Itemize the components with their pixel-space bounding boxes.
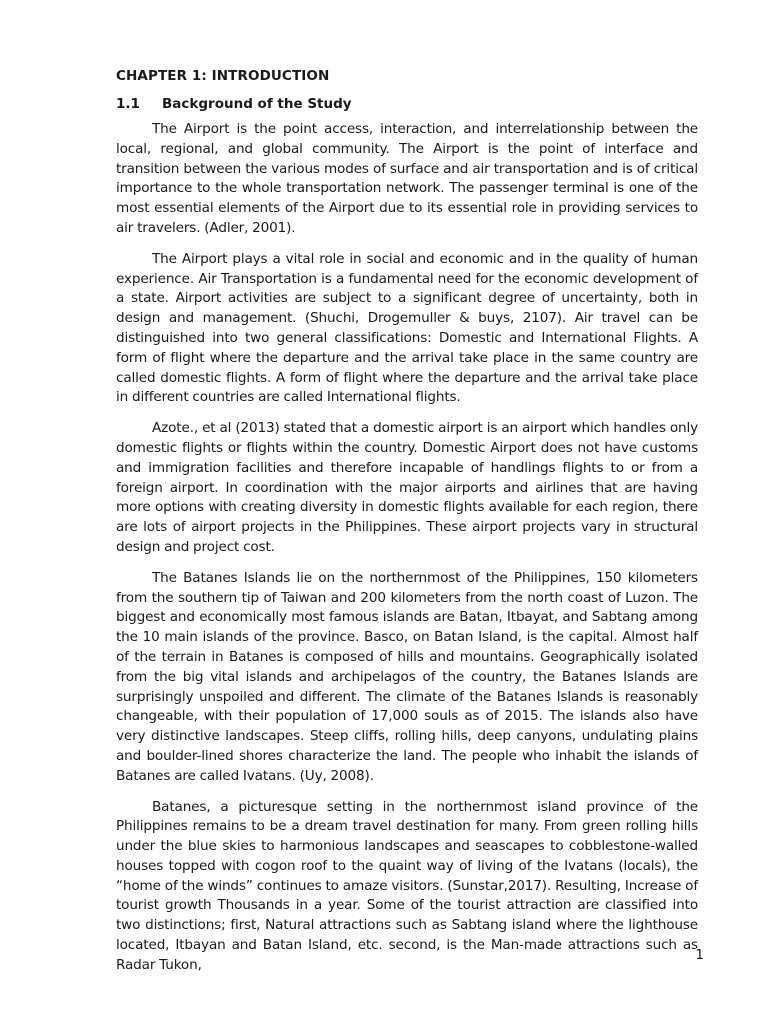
paragraph: Batanes, a picturesque setting in the northernmost island province of the Philippines remains to be a dream travel destination for many. From green rolling hills under the blue skies to harmonious landscapes and seascapes to cobblestone-walled houses topped with cogon roof to the quaint way of living of the Ivatans (locals), the “home of the winds” continues to amaze visitors. (Sunstar,2017). Resulting, Increase of tourist growth Thousands in a year. Some of the tourist attraction are classified into two distinctions; first, Natural attractions such as Sabtang island where the lighthouse located, Itbayan and Batan Island, etc. second, is the Man-made attractions such as Radar Tukon,	[116, 798, 698, 973]
page-body	[116, 66, 698, 987]
section-title: Background of the Study	[162, 96, 352, 112]
paragraph: The Airport plays a vital role in social and economic and in the quality of human experience. Air Transportation is a fundamental need for the economic development of a state. Airport activities are subject to a significant degree of uncertainty, both in design and management. (Shuchi, Drogemuller & buys, 2107). Air travel can be distinguished into two general classifications: Domestic and International Flights. A form of flight where the departure and the arrival take place in the same country are called domestic flights. A form of flight where the departure and the arrival take place in different countries are called International flights.	[116, 250, 698, 406]
section-heading	[116, 94, 698, 114]
chapter-title: CHAPTER 1: INTRODUCTION	[116, 68, 330, 84]
paragraph: The Batanes Islands lie on the northernmost of the Philippines, 150 kilometers from the southern tip of Taiwan and 200 kilometers from the north coast of Luzon. The biggest and economically most famous islands are Batan, Itbayat, and Sabtang among the 10 main islands of the province. Basco, on Batan Island, is the capital. Almost half of the terrain in Batanes is composed of hills and mountains. Geographically isolated from the big vital islands and archipelagos of the country, the Batanes Islands are surprisingly unspoiled and different. The climate of the Batanes Islands is reasonably changeable, with their population of 17,000 souls as of 2015. The islands also have very distinctive landscapes. Steep cliffs, rolling hills, deep canyons, undulating plains and boulder-lined shores characterize the land. The people who inhabit the islands of Batanes are called Ivatans. (Uy, 2008).	[116, 569, 698, 784]
paragraph: Azote., et al (2013) stated that a domestic airport is an airport which handles only domestic flights or flights within the country. Domestic Airport does not have customs and immigration facilities and therefore incapable of handlings flights to or from a foreign airport. In coordination with the major airports and airlines that are having more options with creating diversity in domestic flights available for each region, there are lots of airport projects in the Philippines. These airport projects vary in structural design and project cost.	[116, 420, 698, 555]
page-number: 1	[695, 947, 704, 963]
paragraph: The Airport is the point access, interaction, and interrelationship between the local, regional, and global community. The Airport is the point of interface and transition between the various modes of surface and air transportation and is of critical importance to the whole transportation network. The passenger terminal is one of the most essential elements of the Airport due to its essential role in providing services to air travelers. (Adler, 2001).	[116, 121, 698, 236]
section-number: 1.1	[116, 96, 140, 112]
